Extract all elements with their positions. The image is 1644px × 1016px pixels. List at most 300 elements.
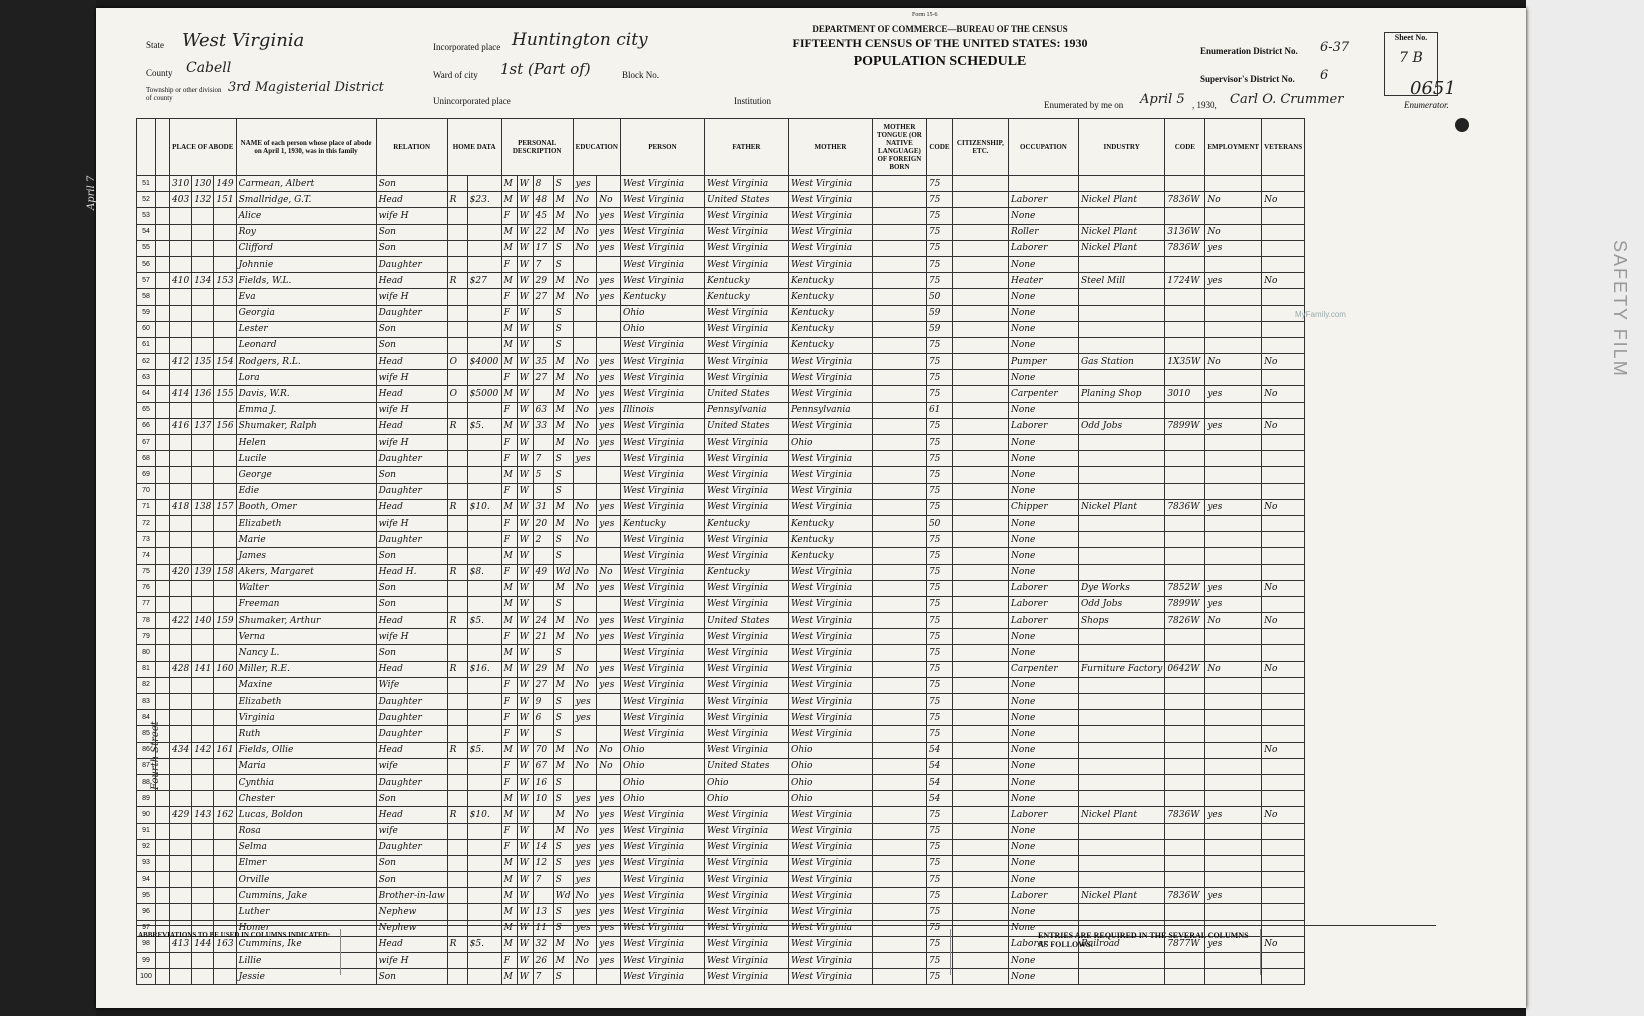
cell-mother: West Virginia — [788, 354, 872, 370]
cell-father: West Virginia — [704, 936, 788, 952]
cell-sex: M — [501, 969, 517, 985]
cell-tongue — [872, 807, 926, 823]
cell-att: No — [573, 240, 597, 256]
cell-fam — [192, 694, 214, 710]
cell-vet: No — [1262, 354, 1305, 370]
cell-name: Leonard — [236, 337, 376, 353]
cell-sex: M — [501, 596, 517, 612]
cell-age: 22 — [533, 224, 553, 240]
cell-birth: West Virginia — [620, 483, 704, 499]
col-place-abode: PLACE OF ABODE — [170, 119, 237, 176]
cell-ms: S — [553, 240, 573, 256]
cell-ind — [1078, 872, 1164, 888]
cell-age — [533, 305, 553, 321]
cell-father: West Virginia — [704, 483, 788, 499]
cell-st — [156, 273, 170, 289]
cell-birth: West Virginia — [620, 337, 704, 353]
cell-ocode — [1165, 515, 1205, 531]
sheet-label: Sheet No. — [1394, 33, 1428, 42]
table-row — [137, 273, 1305, 289]
cell-st — [156, 694, 170, 710]
cell-own — [447, 758, 467, 774]
table-row — [137, 289, 1305, 305]
cell-name: Davis, W.R. — [236, 386, 376, 402]
table-row — [137, 580, 1305, 596]
cell-vis — [214, 645, 236, 661]
cell-att: No — [573, 758, 597, 774]
cell-father: West Virginia — [704, 710, 788, 726]
cell-sex: F — [501, 823, 517, 839]
cell-mother: Ohio — [788, 791, 872, 807]
cell-ind — [1078, 289, 1164, 305]
cell-ocode — [1165, 305, 1205, 321]
cell-n: 84 — [137, 710, 156, 726]
cell-name: Miller, R.E. — [236, 661, 376, 677]
cell-ms: S — [553, 451, 573, 467]
cell-n: 73 — [137, 532, 156, 548]
cell-code: 75 — [926, 969, 952, 985]
table-row — [137, 451, 1305, 467]
cell-code: 75 — [926, 645, 952, 661]
cell-ocode — [1165, 208, 1205, 224]
cell-sex: F — [501, 515, 517, 531]
table-row — [137, 807, 1305, 823]
cell-mother: West Virginia — [788, 969, 872, 985]
cell-vis — [214, 774, 236, 790]
table-row — [137, 435, 1305, 451]
cell-ms: M — [553, 386, 573, 402]
cell-ind — [1078, 515, 1164, 531]
cell-fam: 130 — [192, 176, 214, 192]
cell-tongue — [872, 580, 926, 596]
cell-st — [156, 289, 170, 305]
cell-occ: None — [1008, 694, 1078, 710]
cell-att: No — [573, 354, 597, 370]
cell-race: W — [517, 645, 533, 661]
cell-fam: 136 — [192, 386, 214, 402]
cell-sex: M — [501, 920, 517, 936]
cell-own — [447, 645, 467, 661]
cell-n: 59 — [137, 305, 156, 321]
cell-occ: None — [1008, 564, 1078, 580]
cell-val — [467, 596, 501, 612]
cell-vet — [1262, 839, 1305, 855]
cell-st — [156, 224, 170, 240]
cell-tongue — [872, 888, 926, 904]
cell-vis — [214, 888, 236, 904]
cell-birth: Kentucky — [620, 515, 704, 531]
cell-fam: 132 — [192, 192, 214, 208]
cell-dw — [170, 467, 192, 483]
cell-dw — [170, 337, 192, 353]
cell-occ: None — [1008, 758, 1078, 774]
cell-cit — [952, 791, 1008, 807]
cell-att — [573, 337, 597, 353]
cell-name: Lillie — [236, 953, 376, 969]
cell-val — [467, 791, 501, 807]
cell-race: W — [517, 548, 533, 564]
cell-name: Shumaker, Ralph — [236, 418, 376, 434]
cell-ind: Dye Works — [1078, 580, 1164, 596]
cell-occ: Carpenter — [1008, 661, 1078, 677]
cell-rel: Head — [376, 418, 447, 434]
cell-sex: F — [501, 774, 517, 790]
cell-vis — [214, 467, 236, 483]
cell-n: 68 — [137, 451, 156, 467]
cell-att: No — [573, 677, 597, 693]
col-home-data: HOME DATA — [447, 119, 501, 176]
cell-father: West Virginia — [704, 953, 788, 969]
cell-father: West Virginia — [704, 807, 788, 823]
cell-birth: West Virginia — [620, 192, 704, 208]
cell-dw — [170, 596, 192, 612]
cell-att: No — [573, 192, 597, 208]
cell-mother: West Virginia — [788, 418, 872, 434]
cell-ms: Wd — [553, 564, 573, 580]
cell-tongue — [872, 855, 926, 871]
cell-emp: yes — [1205, 888, 1262, 904]
table-row — [137, 176, 1305, 192]
cell-n: 51 — [137, 176, 156, 192]
cell-vet — [1262, 321, 1305, 337]
table-row — [137, 596, 1305, 612]
cell-val — [467, 515, 501, 531]
cell-occ: Laborer — [1008, 888, 1078, 904]
cell-fam: 137 — [192, 418, 214, 434]
cell-ms: M — [553, 758, 573, 774]
cell-ind: Nickel Plant — [1078, 499, 1164, 515]
cell-ind: Railroad — [1078, 936, 1164, 952]
cell-vet: No — [1262, 936, 1305, 952]
cell-father: West Virginia — [704, 661, 788, 677]
cell-own: R — [447, 807, 467, 823]
cell-att: yes — [573, 920, 597, 936]
cell-vis: 155 — [214, 386, 236, 402]
cell-vet — [1262, 791, 1305, 807]
cell-occ: Laborer — [1008, 936, 1078, 952]
cell-sex: F — [501, 289, 517, 305]
cell-vis — [214, 548, 236, 564]
cell-code: 75 — [926, 386, 952, 402]
cell-cit — [952, 807, 1008, 823]
cell-vet: No — [1262, 742, 1305, 758]
cell-ms: S — [553, 305, 573, 321]
cell-n: 58 — [137, 289, 156, 305]
cell-st — [156, 321, 170, 337]
table-row — [137, 256, 1305, 272]
cell-race: W — [517, 920, 533, 936]
cell-mother: West Virginia — [788, 451, 872, 467]
cell-emp — [1205, 321, 1262, 337]
cell-tongue — [872, 305, 926, 321]
cell-father: West Virginia — [704, 694, 788, 710]
cell-tongue — [872, 629, 926, 645]
cell-val: $4000 — [467, 354, 501, 370]
cell-st — [156, 256, 170, 272]
cell-rel: wife H — [376, 629, 447, 645]
cell-race: W — [517, 888, 533, 904]
cell-ms: M — [553, 936, 573, 952]
cell-sex: M — [501, 580, 517, 596]
cell-ind — [1078, 548, 1164, 564]
cell-st — [156, 645, 170, 661]
cell-mother: Ohio — [788, 435, 872, 451]
cell-name: Chester — [236, 791, 376, 807]
cell-name: Virginia — [236, 710, 376, 726]
cell-dw — [170, 839, 192, 855]
cell-fam — [192, 726, 214, 742]
cell-sex: M — [501, 645, 517, 661]
cell-code: 75 — [926, 483, 952, 499]
cell-birth: West Virginia — [620, 823, 704, 839]
cell-rel: wife — [376, 823, 447, 839]
cell-vis — [214, 532, 236, 548]
cell-val: $5. — [467, 418, 501, 434]
cell-occ: None — [1008, 321, 1078, 337]
cell-dw — [170, 629, 192, 645]
cell-att: yes — [573, 855, 597, 871]
cell-st — [156, 677, 170, 693]
cell-ms: S — [553, 532, 573, 548]
cell-code: 75 — [926, 354, 952, 370]
cell-n: 77 — [137, 596, 156, 612]
cell-val: $23. — [467, 192, 501, 208]
cell-tongue — [872, 321, 926, 337]
cell-name: Freeman — [236, 596, 376, 612]
cell-tongue — [872, 726, 926, 742]
cell-race: W — [517, 354, 533, 370]
cell-val — [467, 532, 501, 548]
cell-st — [156, 192, 170, 208]
cell-ms: M — [553, 953, 573, 969]
cell-fam — [192, 402, 214, 418]
cell-emp — [1205, 710, 1262, 726]
cell-cit — [952, 386, 1008, 402]
cell-ms: M — [553, 289, 573, 305]
cell-ind — [1078, 451, 1164, 467]
cell-st — [156, 386, 170, 402]
cell-dw — [170, 726, 192, 742]
cell-sex: M — [501, 872, 517, 888]
cell-ms: S — [553, 839, 573, 855]
cell-emp: yes — [1205, 240, 1262, 256]
cell-val — [467, 629, 501, 645]
cell-age: 9 — [533, 694, 553, 710]
cell-race: W — [517, 823, 533, 839]
cell-val — [467, 176, 501, 192]
cell-occ: None — [1008, 337, 1078, 353]
cell-sex: M — [501, 742, 517, 758]
incorporated-label: Incorporated place — [433, 42, 501, 52]
table-row — [137, 305, 1305, 321]
table-row — [137, 337, 1305, 353]
cell-ms: S — [553, 467, 573, 483]
cell-tongue — [872, 758, 926, 774]
col-code: CODE — [926, 119, 952, 176]
cell-val — [467, 402, 501, 418]
cell-vis — [214, 823, 236, 839]
cell-emp — [1205, 677, 1262, 693]
cell-rel: Son — [376, 791, 447, 807]
cell-father: West Virginia — [704, 176, 788, 192]
cell-dw — [170, 580, 192, 596]
table-row — [137, 483, 1305, 499]
cell-vis — [214, 694, 236, 710]
cell-vet — [1262, 596, 1305, 612]
cell-ind: Gas Station — [1078, 354, 1164, 370]
cell-occ: None — [1008, 920, 1078, 936]
cell-n: 85 — [137, 726, 156, 742]
cell-sex: M — [501, 467, 517, 483]
cell-lit: yes — [597, 677, 621, 693]
cell-ind: Odd Jobs — [1078, 418, 1164, 434]
cell-father: West Virginia — [704, 580, 788, 596]
cell-vis: 153 — [214, 273, 236, 289]
cell-vet — [1262, 176, 1305, 192]
cell-ind: Furniture Factory — [1078, 661, 1164, 677]
cell-own: R — [447, 564, 467, 580]
cell-att: No — [573, 888, 597, 904]
cell-n: 53 — [137, 208, 156, 224]
cell-val — [467, 240, 501, 256]
cell-cit — [952, 402, 1008, 418]
cell-age: 27 — [533, 289, 553, 305]
supervisor-label: Supervisor's District No. — [1200, 74, 1295, 84]
cell-fam — [192, 645, 214, 661]
cell-own — [447, 483, 467, 499]
cell-n: 76 — [137, 580, 156, 596]
cell-emp — [1205, 402, 1262, 418]
cell-att: No — [573, 629, 597, 645]
cell-att: yes — [573, 451, 597, 467]
cell-age: 49 — [533, 564, 553, 580]
cell-val: $27 — [467, 273, 501, 289]
cell-st — [156, 532, 170, 548]
cell-n: 74 — [137, 548, 156, 564]
cell-ms: S — [553, 904, 573, 920]
cell-ocode — [1165, 256, 1205, 272]
cell-ocode — [1165, 726, 1205, 742]
cell-own — [447, 402, 467, 418]
cell-own — [447, 580, 467, 596]
cell-ocode — [1165, 337, 1205, 353]
cell-n: 78 — [137, 613, 156, 629]
cell-val — [467, 305, 501, 321]
cell-fam — [192, 532, 214, 548]
table-row — [137, 402, 1305, 418]
cell-emp — [1205, 208, 1262, 224]
cell-birth: West Virginia — [620, 451, 704, 467]
cell-father: Kentucky — [704, 515, 788, 531]
cell-dw: 403 — [170, 192, 192, 208]
cell-mother: West Virginia — [788, 240, 872, 256]
cell-lit — [597, 548, 621, 564]
cell-mother: West Virginia — [788, 629, 872, 645]
cell-birth: West Virginia — [620, 839, 704, 855]
cell-vet — [1262, 532, 1305, 548]
cell-ind — [1078, 823, 1164, 839]
cell-rel: wife H — [376, 370, 447, 386]
cell-ind: Nickel Plant — [1078, 192, 1164, 208]
cell-fam — [192, 240, 214, 256]
cell-sex: M — [501, 240, 517, 256]
cell-tongue — [872, 483, 926, 499]
cell-race: W — [517, 256, 533, 272]
cell-st — [156, 467, 170, 483]
cell-n: 57 — [137, 273, 156, 289]
cell-name: Lucas, Boldon — [236, 807, 376, 823]
cell-ocode — [1165, 872, 1205, 888]
cell-birth: West Virginia — [620, 435, 704, 451]
cell-name: Clifford — [236, 240, 376, 256]
cell-fam — [192, 548, 214, 564]
cell-ocode: 1X35W — [1165, 354, 1205, 370]
table-row — [137, 645, 1305, 661]
cell-code: 75 — [926, 435, 952, 451]
cell-emp: No — [1205, 354, 1262, 370]
cell-occ: Heater — [1008, 273, 1078, 289]
cell-emp — [1205, 726, 1262, 742]
cell-occ: Laborer — [1008, 240, 1078, 256]
cell-ocode — [1165, 321, 1205, 337]
cell-val: $10. — [467, 499, 501, 515]
table-row — [137, 629, 1305, 645]
cell-att — [573, 321, 597, 337]
cell-race: W — [517, 839, 533, 855]
cell-race: W — [517, 969, 533, 985]
cell-st — [156, 176, 170, 192]
cell-vet — [1262, 645, 1305, 661]
cell-st — [156, 354, 170, 370]
enumerator-name: Carl O. Crummer — [1230, 92, 1344, 107]
cell-birth: West Virginia — [620, 596, 704, 612]
cell-fam — [192, 515, 214, 531]
cell-mother: West Virginia — [788, 726, 872, 742]
cell-st — [156, 515, 170, 531]
cell-st — [156, 872, 170, 888]
cell-own: R — [447, 661, 467, 677]
cell-vet — [1262, 855, 1305, 871]
cell-vis — [214, 208, 236, 224]
cell-occ: None — [1008, 953, 1078, 969]
cell-own — [447, 677, 467, 693]
cell-age: 27 — [533, 370, 553, 386]
cell-emp: yes — [1205, 596, 1262, 612]
cell-st — [156, 596, 170, 612]
cell-val — [467, 758, 501, 774]
cell-own — [447, 904, 467, 920]
cell-age: 32 — [533, 936, 553, 952]
cell-emp — [1205, 758, 1262, 774]
col-employment: EMPLOYMENT — [1205, 119, 1262, 176]
cell-sex: M — [501, 661, 517, 677]
cell-mother: Ohio — [788, 774, 872, 790]
cell-cit — [952, 613, 1008, 629]
cell-dw — [170, 710, 192, 726]
cell-father: West Virginia — [704, 823, 788, 839]
state-label: State — [146, 40, 164, 50]
cell-n: 97 — [137, 920, 156, 936]
left-film-margin — [0, 0, 96, 1016]
cell-ocode: 7836W — [1165, 240, 1205, 256]
cell-code: 75 — [926, 629, 952, 645]
cell-mother: West Virginia — [788, 256, 872, 272]
cell-race: W — [517, 370, 533, 386]
cell-race: W — [517, 710, 533, 726]
entries-title: ENTRIES ARE REQUIRED IN THE SEVERAL COLUMNS AS FOLLOWS: — [1036, 929, 1261, 975]
cell-rel: Head — [376, 499, 447, 515]
cell-n: 81 — [137, 661, 156, 677]
